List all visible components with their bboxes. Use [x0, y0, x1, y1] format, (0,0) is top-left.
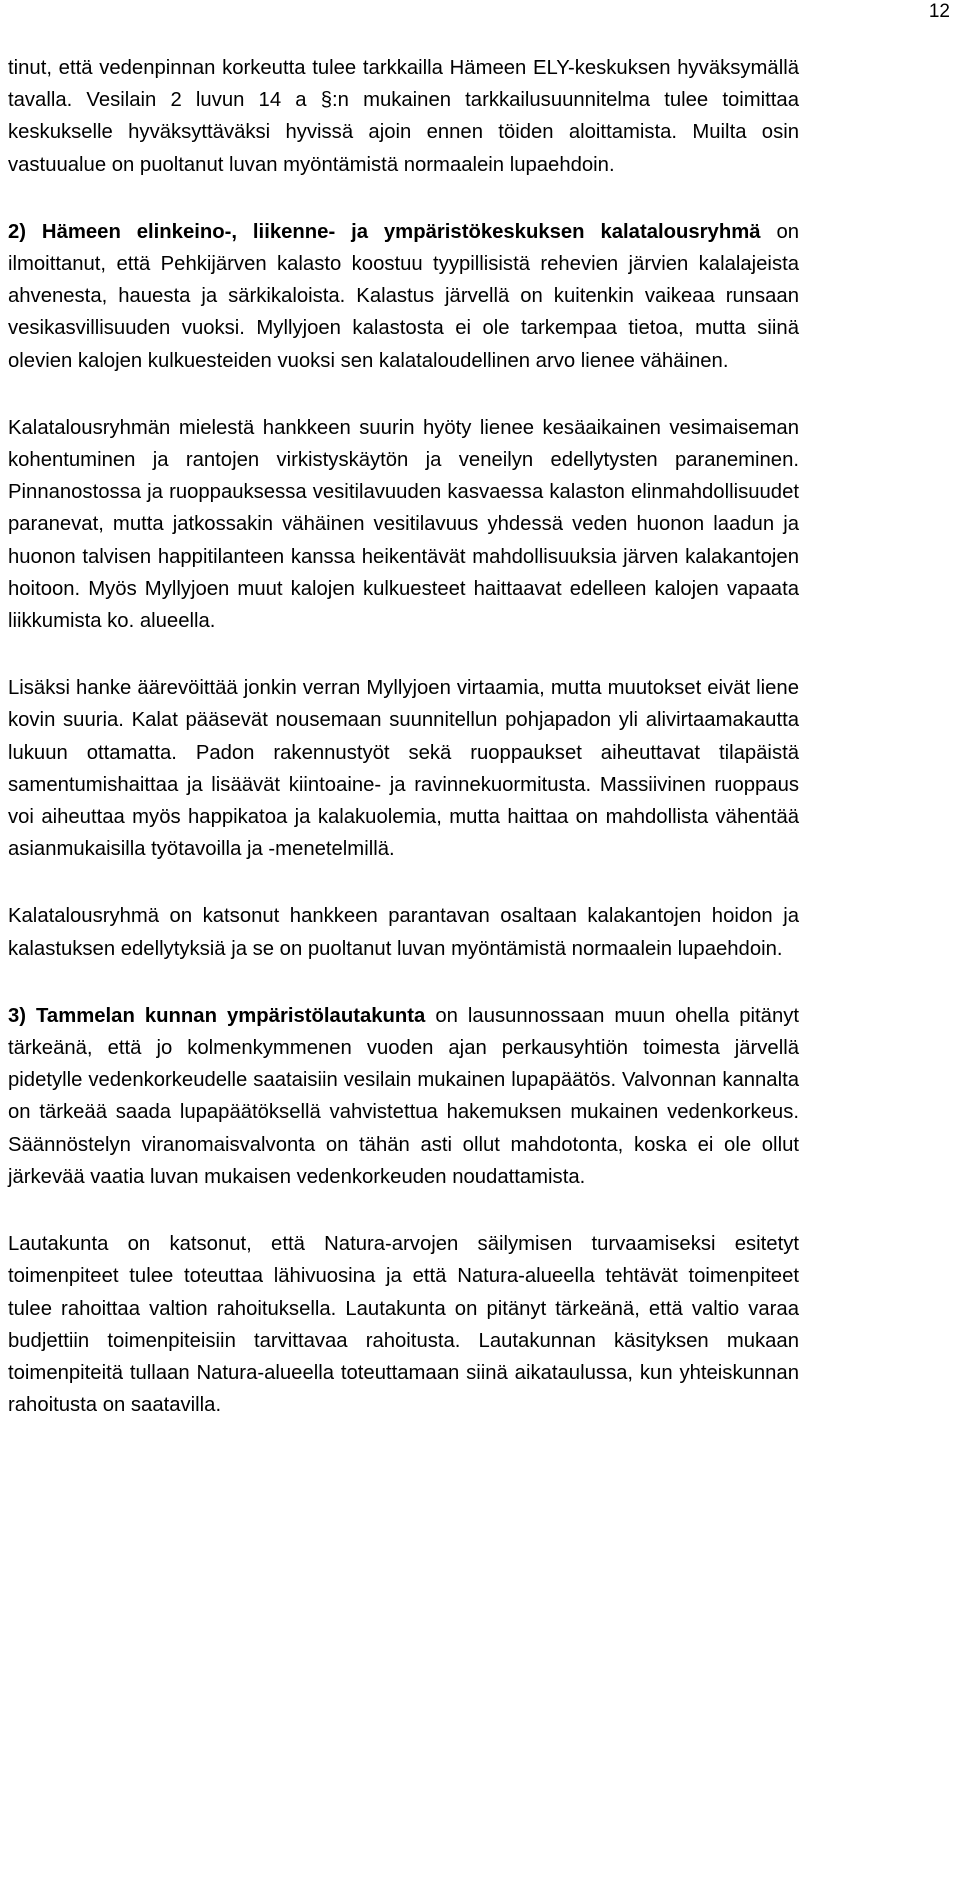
paragraph-2 — [8, 216, 799, 377]
paragraph-text: Lautakunta on katsonut, että Natura-arvojen säilymisen turvaamiseksi esitetyt toimenpiteet tulee toteuttaa lähivuosina ja että Natura-alueella tehtävät toimenpiteet tulee rahoittaa valtion rahoituksella. Lautakunta on pitänyt tärkeänä, että valtio varaa budjettiin toimenpiteisiin tarvittavaa rahoitusta. Lautakunnan käsityksen mukaan toimenpiteitä tullaan Natura-alueella toteuttamaan siinä aikataulussa, kun yhteiskunnan rahoitusta on saatavilla. — [8, 1233, 799, 1417]
paragraph-6 — [8, 1000, 799, 1193]
paragraph-text: on ilmoittanut, että Pehkijärven kalasto koostuu tyypillisistä rehevien järvien kalalajeista ahvenesta, hauesta ja särkikaloista. Kalastus järvellä on kuitenkin vaikeaa runsaan vesikasvillisuuden vuoksi. Myllyjoen kalastosta ei ole tarkempaa tietoa, mutta siinä olevien kalojen kulkuesteiden vuoksi sen kalataloudellinen arvo lienee vähäinen. — [8, 220, 800, 372]
page-number: 12 — [928, 1, 950, 22]
paragraph-lead: 3) Tammelan kunnan ympäristölautakunta — [8, 1004, 426, 1027]
paragraph-3 — [8, 412, 799, 637]
paragraph-4 — [8, 672, 799, 865]
paragraph-1 — [8, 52, 799, 181]
paragraph-7 — [8, 1228, 799, 1421]
paragraph-text: Kalatalousryhmän mielestä hankkeen suurin hyöty lienee kesäaikainen vesimaiseman kohentuminen ja rantojen virkistyskäytön ja veneilyn edellytysten paraneminen. Pinnanostossa ja ruoppauksessa vesitilavuuden kasvaessa kalaston elinmahdollisuudet paranevat, mutta jatkossakin vähäinen vesitilavuus yhdessä veden huonon laadun ja huonon talvisen happitilanteen kanssa heikentävät mahdollisuuksia järven kalakantojen hoitoon. Myös Myllyjoen muut kalojen kulkuesteet haittaavat edelleen kalojen vapaata liikkumista ko. alueella. — [8, 416, 799, 633]
paragraph-text: Lisäksi hanke äärevöittää jonkin verran Myllyjoen virtaamia, mutta muutokset eivät liene kovin suuria. Kalat pääsevät nousemaan suunnitellun pohjapadon yli alivirtaamakautta lukuun ottamatta. Padon rakennustyöt sekä ruoppaukset aiheuttavat tilapäistä samentumishaittaa ja lisäävät kiintoaine- ja ravinnekuormitusta. Massiivinen ruoppaus voi aiheuttaa myös happikatoa ja kalakuolemia, mutta haittaa on mahdollista vähentää asianmukaisilla työtavoilla ja -menetelmillä. — [8, 677, 799, 861]
paragraph-text: on lausunnossaan muun ohella pitänyt tärkeänä, että jo kolmenkymmenen vuoden ajan perkausyhtiön toimesta järvellä pidetylle vedenkorkeudelle saataisiin vesilain mukainen lupapäätös. Valvonnan kannalta on tärkeää saada lupapäätöksellä vahvistettua hakemuksen mukainen vedenkorkeus. Säännöstelyn viranomaisvalvonta on tähän asti ollut mahdotonta, koska ei ole ollut järkevää vaatia luvan mukaisen vedenkorkeuden noudattamista. — [8, 1004, 800, 1188]
paragraph-text: tinut, että vedenpinnan korkeutta tulee tarkkailla Hämeen ELY-keskuksen hyväksymällä tavalla. Vesilain 2 luvun 14 a §:n mukainen tarkkailusuunnitelma tulee toimittaa keskukselle hyväksyttäväksi hyvissä ajoin ennen töiden aloittamista. Muilta osin vastuualue on puoltanut luvan myöntämistä normaalein lupaehdoin. — [8, 57, 799, 176]
paragraph-lead: 2) Hämeen elinkeino-, liikenne- ja ympäristökeskuksen kalatalousryhmä — [8, 220, 761, 243]
paragraph-text: Kalatalousryhmä on katsonut hankkeen parantavan osaltaan kalakantojen hoidon ja kalastuksen edellytyksiä ja se on puoltanut luvan myöntämistä normaalein lupaehdoin. — [8, 905, 799, 960]
document-body — [8, 52, 799, 1421]
paragraph-5 — [8, 900, 799, 964]
